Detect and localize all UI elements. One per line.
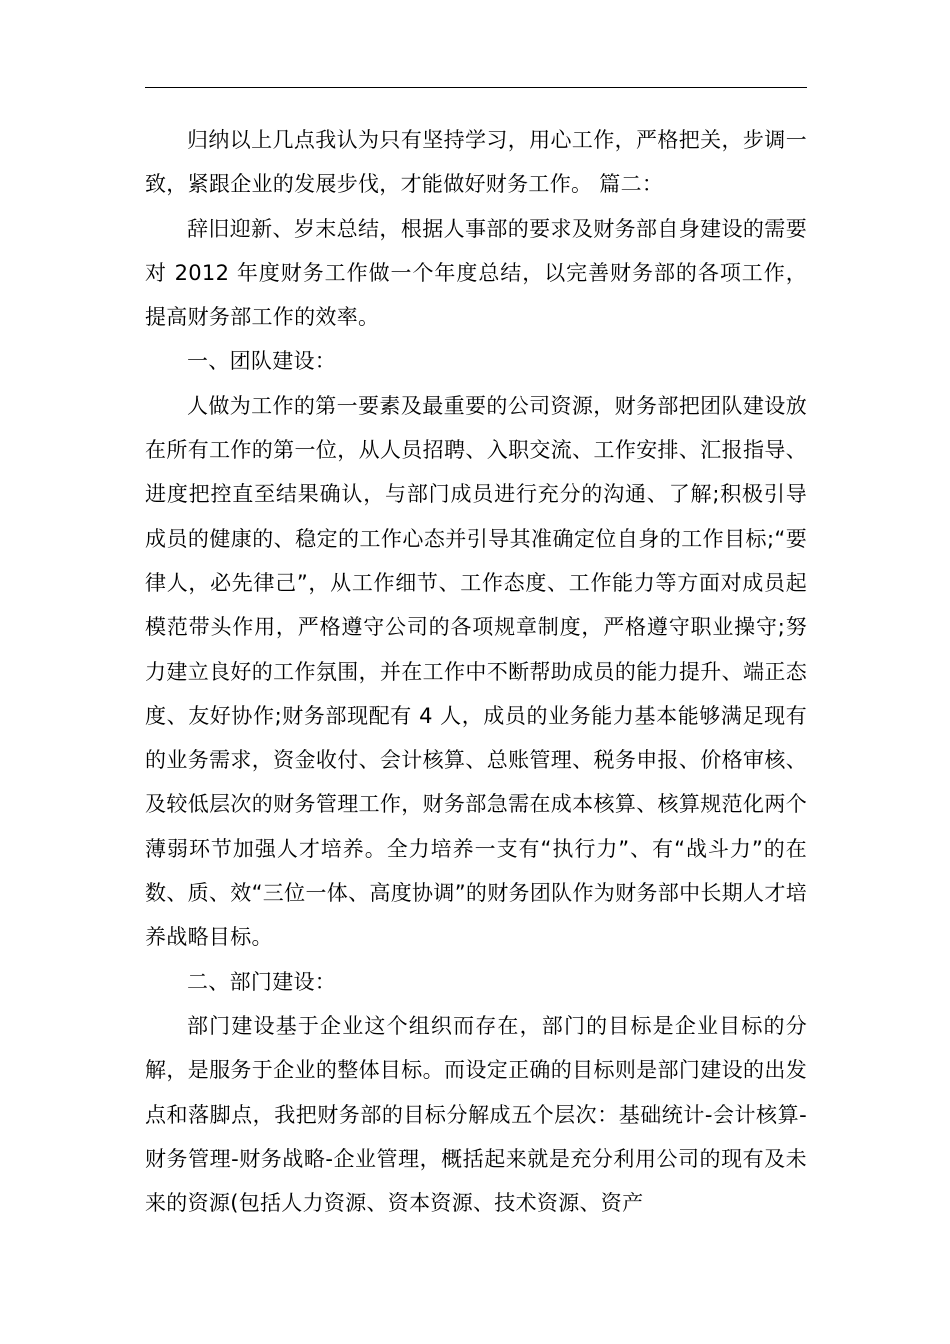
section-heading-team-building: 一、团队建设： xyxy=(187,349,337,374)
paragraph-department-building: 部门建设基于企业这个组织而存在，部门的目标是企业目标的分解，是服务于企业的整体目标。而设定正确的目标则是部门建设的出发点和落脚点，我把财务部的目标分解成五个层次：基础统计-会计核算-财务管理-财务战略-企业管理，概括起来就是充分利用公司的现有及未来的资源(包括人力资源、资本资源、技术资源、资产 xyxy=(145,1013,807,1216)
paragraph-team-building: 人做为工作的第一要素及最重要的公司资源，财务部把团队建设放在所有工作的第一位，从人员招聘、入职交流、工作安排、汇报指导、进度把控直至结果确认，与部门成员进行充分的沟通、了解;积极引导成员的健康的、稳定的工作心态并引导其准确定位自身的工作目标;“要律人，必先律己”，从工作细节、工作态度、工作能力等方面对成员起模范带头作用，严格遵守公司的各项规章制度，严格遵守职业操守;努力建立良好的工作氛围，并在工作中不断帮助成员的能力提升、端正态度、友好协作;财务部现配有 4 人，成员的业务能力基本能够满足现有的业务需求，资金收付、会计核算、总账管理、税务申报、价格审核、及较低层次的财务管理工作，财务部急需在成本核算、核算规范化两个薄弱环节加强人才培养。全力培养一支有“执行力”、有“战斗力”的在数、质、效“三位一体、高度协调”的财务团队作为财务部中长期人才培养战略目标。 xyxy=(145,393,807,950)
paragraph-year-end-intro: 辞旧迎新、岁末总结，根据人事部的要求及财务部自身建设的需要对 2012 年度财务工作做一个年度总结，以完善财务部的各项工作，提高财务部工作的效率。 xyxy=(145,216,807,330)
section-heading-department-building: 二、部门建设： xyxy=(187,969,337,994)
paragraph-summary-conclusion: 归纳以上几点我认为只有坚持学习，用心工作，严格把关，步调一致，紧跟企业的发展步伐，才能做好财务工作。 篇二： xyxy=(145,128,807,197)
header-rule xyxy=(145,87,807,88)
body-text xyxy=(145,118,807,1225)
